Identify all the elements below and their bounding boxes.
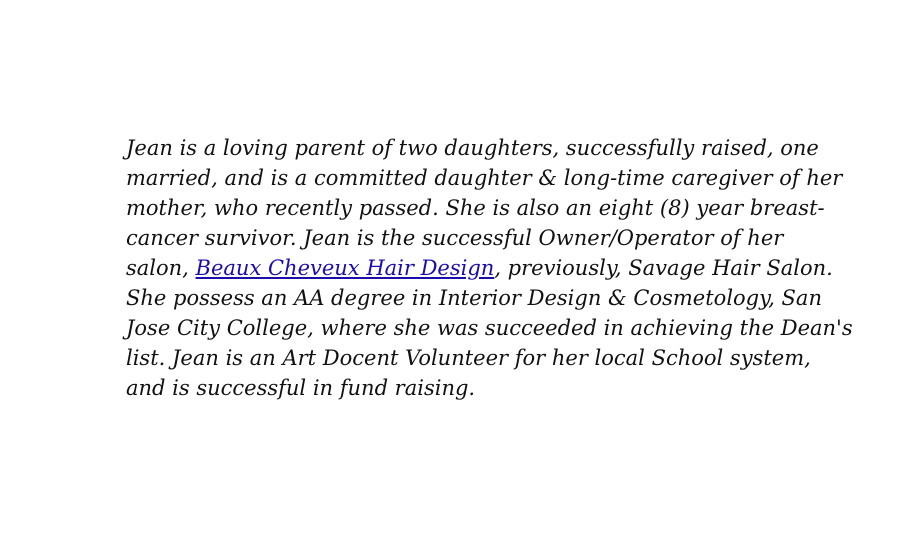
salon-link[interactable]: Beaux Cheveux Hair Design: [195, 256, 495, 280]
bio-line: married, and is a committed daughter & long-time caregiver of her: [126, 166, 843, 190]
bio-line: and is successful in fund raising.: [126, 376, 476, 400]
bio-line: She possess an AA degree in Interior Design & Cosmetology, San: [126, 286, 822, 310]
bio-line: mother, who recently passed. She is also an eight (8) year breast-: [126, 196, 825, 220]
bio-text: , previously, Savage Hair Salon.: [494, 256, 833, 280]
bio-text: salon,: [126, 256, 196, 280]
bio-line: Jean is a loving parent of two daughters, successfully raised, one: [126, 136, 819, 160]
bio-paragraph: [126, 133, 853, 403]
bio-line: cancer survivor. Jean is the successful Owner/Operator of her: [126, 226, 784, 250]
bio-line: list. Jean is an Art Docent Volunteer for her local School system,: [126, 346, 811, 370]
bio-line-with-link: [126, 253, 833, 283]
bio-line: Jose City College, where she was succeeded in achieving the Dean's: [126, 316, 853, 340]
